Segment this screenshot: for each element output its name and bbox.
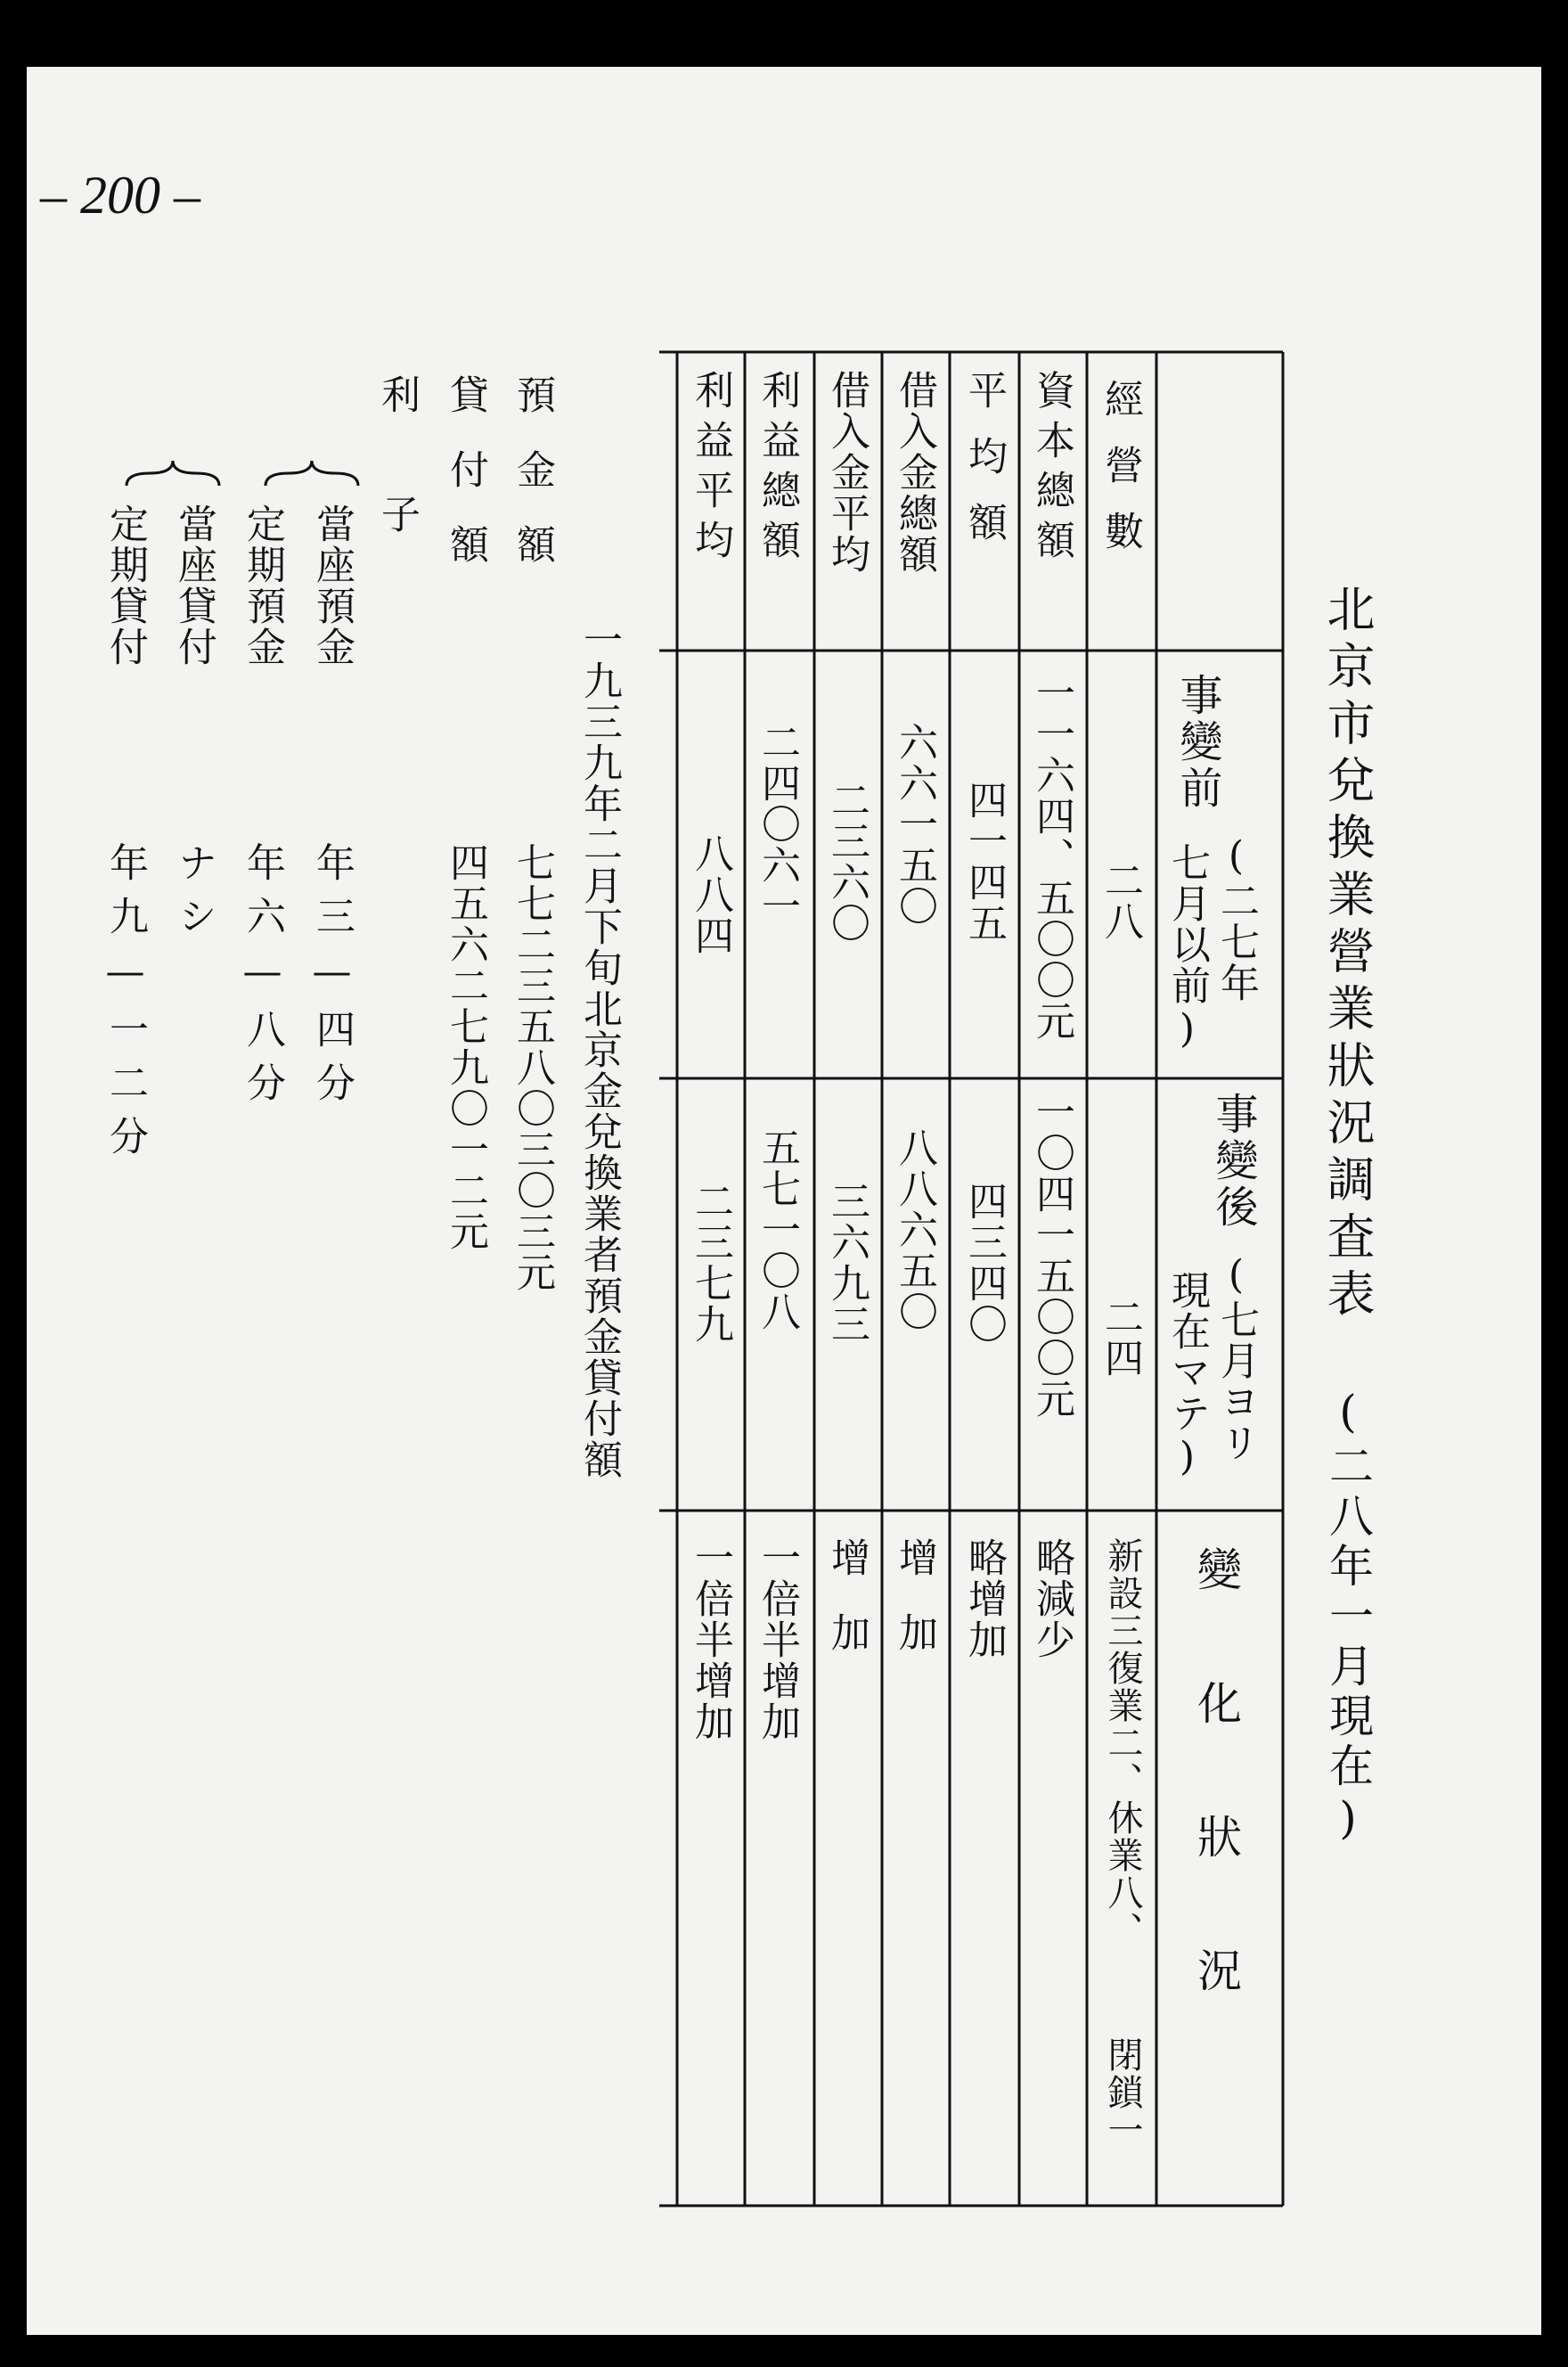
table-cell: 增加 (824, 1537, 870, 1687)
row-label: 利益總額 (755, 370, 800, 569)
table-cell: 略減少 (1029, 1537, 1074, 1660)
table-cell: 四三四〇 (961, 1181, 1007, 1345)
title-date: (二八年一月現在) (1322, 1386, 1374, 1849)
document-page (27, 67, 1541, 2335)
header-after-note-1: (七月ヨリ (1213, 1252, 1259, 1463)
row-label: 平均額 (961, 370, 1007, 568)
interest-label: 利子 (374, 374, 420, 613)
row-label: 經營數 (1098, 379, 1143, 577)
footnote-heading: 一九三九年二月下旬北京金兌換業者預金貸付額 (576, 619, 622, 1480)
table-cell: 八八六五〇 (892, 1127, 937, 1332)
row-label: 借入金總額 (892, 370, 937, 575)
page-title: 北京市兌換業營業狀況調査表 (1319, 584, 1376, 1325)
table-cell: 六六一五〇 (892, 722, 937, 927)
interest-item-label: 定期預金 (240, 504, 285, 668)
interest-item-rate: 年九—一二分 (102, 842, 148, 1169)
table-cell: 新設三復業二、休業八、 (1102, 1537, 1143, 1949)
loan-value: 四五六二七九〇一二元 (443, 842, 488, 1252)
table-cell: 五七一〇八 (755, 1127, 800, 1332)
header-before-note-2: 七月以前) (1164, 842, 1210, 1053)
row-label: 借入金平均 (824, 370, 870, 575)
table-cell: 八八四 (688, 833, 733, 956)
interest-item-label: 當座預金 (309, 504, 355, 668)
interest-item-label: 當座貸付 (171, 504, 216, 668)
table-cell: 二三七九 (688, 1181, 733, 1345)
loan-label: 貸付額 (443, 374, 488, 599)
row-label: 資本總額 (1029, 370, 1074, 569)
table-cell: 四一四五 (961, 780, 1007, 944)
interest-item-rate: ナシ (171, 842, 216, 949)
table-cell: 二八 (1098, 860, 1143, 942)
header-before-note-1: (二七年 (1213, 833, 1259, 1003)
table-cell: 略增加 (961, 1537, 1007, 1660)
table-cell: 增加 (892, 1537, 937, 1687)
header-before: 事變前 (1172, 673, 1222, 812)
header-change: 變化狀況 (1190, 1546, 1242, 2081)
deposit-label: 預金額 (510, 374, 555, 599)
header-after: 事變後 (1208, 1092, 1258, 1231)
table-cell: 閉鎖一 (1102, 2036, 1143, 2149)
row-label: 利益平均 (688, 370, 733, 569)
deposit-value: 七七二三五八〇三〇三元 (510, 842, 555, 1293)
table-cell: 一倍半增加 (688, 1537, 733, 1742)
table-cell: 一〇四一五〇〇元 (1029, 1092, 1074, 1420)
table-cell: 二四〇六一 (755, 722, 800, 927)
interest-item-rate: 年六—八分 (240, 842, 285, 1116)
table-cell: 二三六〇 (824, 780, 870, 944)
page-number: – 200 – (40, 166, 200, 225)
table-cell: 一倍半增加 (755, 1537, 800, 1742)
table-cell: 三六九三 (824, 1181, 870, 1345)
table-cell: 一一六四、五〇〇元 (1029, 673, 1074, 1042)
table-cell: 二四 (1098, 1297, 1143, 1379)
interest-item-label: 定期貸付 (102, 504, 148, 668)
interest-item-rate: 年三—四分 (309, 842, 355, 1116)
header-after-note-2: 現在マテ) (1164, 1270, 1210, 1481)
bracket-marks (27, 67, 1541, 2335)
